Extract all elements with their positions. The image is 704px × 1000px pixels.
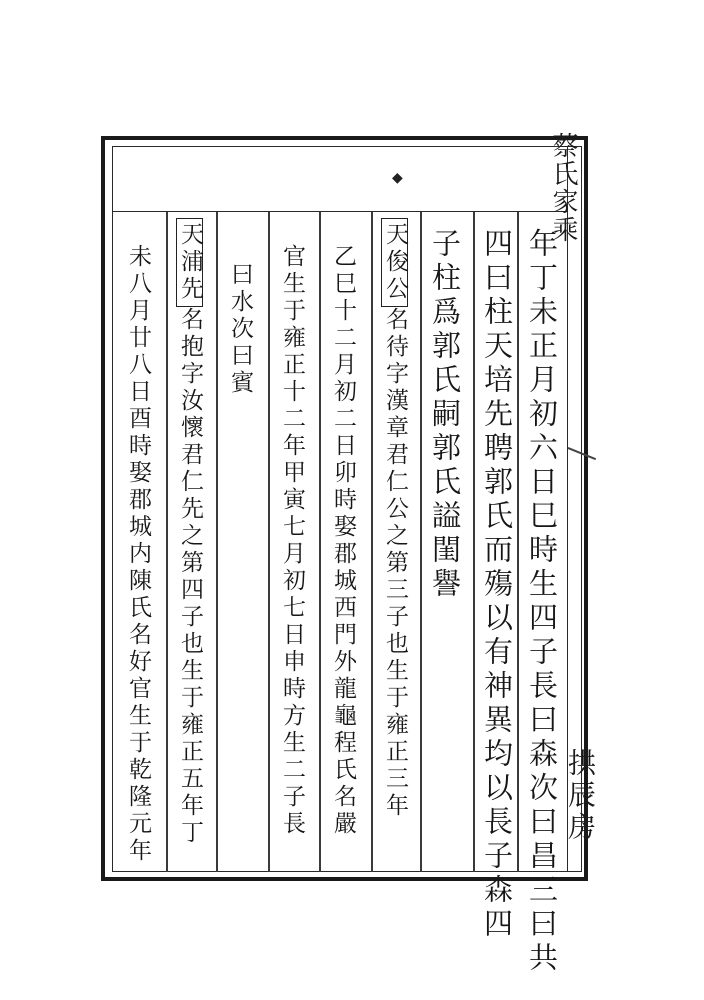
text-column-2: 四曰柱天培先聘郭氏而殤以有神異均以長子森四 xyxy=(480,228,514,942)
biography-text: 名待字漢章君仁公之第三子也生于雍正三年 xyxy=(382,307,408,820)
text-column-3: 子柱爲郭氏嗣郭氏謚閨譽 xyxy=(428,228,462,602)
header-title: 蔡氏家乘 xyxy=(548,132,578,244)
column-divider xyxy=(166,212,168,872)
margin-chapter-label: 拱辰房 xyxy=(564,748,597,844)
person-name-box: 天浦先 xyxy=(176,218,203,307)
text-column-5: 乙巳十二月初二日卯時娶郡城西門外龍龜程氏名嚴 xyxy=(330,244,356,838)
text-column-9: 未八月廿八日酉時娶郡城内陳氏名好官生于乾隆元年 xyxy=(125,244,151,865)
top-blank-band xyxy=(112,146,567,212)
person-name-box: 天俊公 xyxy=(381,218,408,307)
text-column-7: 曰水次曰賓 xyxy=(227,262,253,397)
column-divider xyxy=(473,212,475,872)
text-column-6: 官生于雍正十二年甲寅七月初七日申時方生二子長 xyxy=(279,244,305,838)
text-column-8 xyxy=(176,218,203,847)
column-divider xyxy=(420,212,422,872)
fishtail-mark: ◆ xyxy=(392,170,403,186)
biography-text: 名抱字汝懷君仁先之第四子也生于雍正五年丁 xyxy=(177,307,203,847)
text-column-4 xyxy=(381,218,408,820)
column-divider xyxy=(371,212,373,872)
text-column-1: 年丁未正月初六日巳時生四子長曰森次曰昌三曰共 xyxy=(525,228,559,976)
column-divider xyxy=(319,212,321,872)
column-divider xyxy=(268,212,270,872)
column-divider xyxy=(517,212,519,872)
column-divider xyxy=(216,212,218,872)
